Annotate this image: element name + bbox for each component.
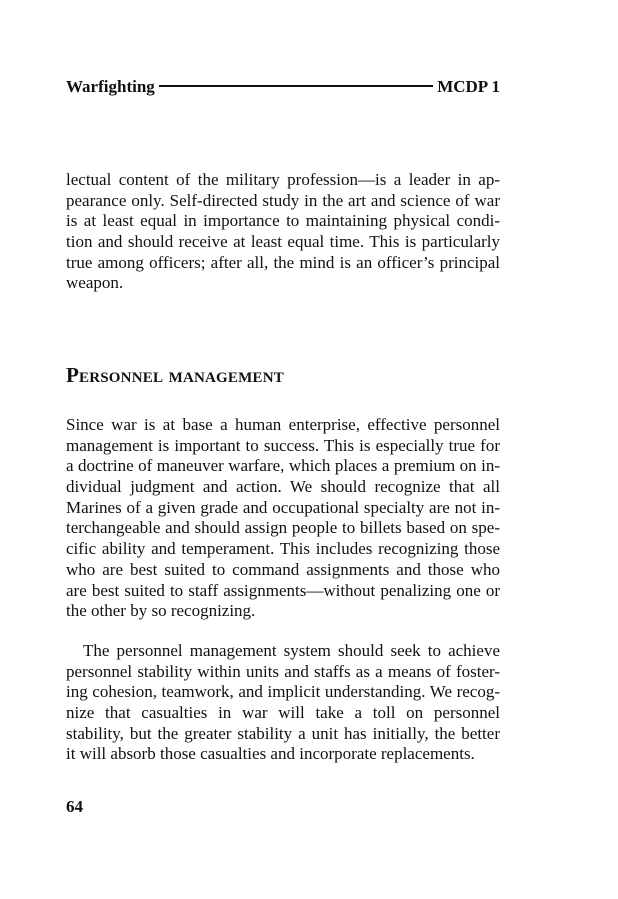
text-line: cific ability and temperament. This includes recognizing those [66, 539, 500, 559]
text-line: the other by so recognizing. [66, 601, 256, 621]
text-line: nize that casualties in war will take a toll on personnel [66, 703, 500, 723]
text-line: Marines of a given grade and occupational specialty are not in- [66, 497, 500, 517]
text-line: pearance only. Self-directed study in the art and science of war [66, 190, 500, 210]
text-line: are best suited to staff assignments—without penalizing one or [66, 580, 500, 600]
text-line: lectual content of the military profession—is a leader in ap- [66, 170, 500, 189]
paragraph-continued [66, 170, 500, 294]
text-line: tion and should receive at least equal time. This is particularly [66, 232, 500, 252]
text-line: management is important to success. This is especially true for [66, 435, 500, 455]
text-line: personnel stability within units and staffs as a means of foster- [66, 661, 500, 681]
text-line: The personnel management system should seek to achieve [83, 641, 500, 660]
text-line: it will absorb those casualties and incorporate replacements. [66, 744, 475, 764]
text-line: dividual judgment and action. We should recognize that all [66, 477, 500, 497]
page-number: 64 [66, 797, 83, 816]
header-rule [159, 85, 433, 87]
paragraph-personnel-2 [66, 641, 500, 765]
text-line: ing cohesion, teamwork, and implicit understanding. We recog- [66, 682, 500, 702]
header-title: Warfighting [66, 77, 155, 96]
text-line: terchangeable and should assign people to billets based on spe- [66, 518, 500, 538]
section-heading: Personnel management [66, 363, 284, 387]
text-line: stability, but the greater stability a unit has initially, the better [66, 723, 500, 743]
paragraph-personnel-1 [66, 415, 500, 622]
header-publication: MCDP 1 [437, 77, 500, 96]
text-line: Since war is at base a human enterprise, effective personnel [66, 415, 500, 434]
text-line: is at least equal in importance to maintaining physical condi- [66, 211, 500, 231]
text-line: weapon. [66, 273, 124, 293]
text-line: true among officers; after all, the mind is an officer’s principal [66, 252, 500, 272]
text-line: a doctrine of maneuver warfare, which places a premium on in- [66, 456, 500, 476]
text-line: who are best suited to command assignments and those who [66, 559, 500, 579]
running-header [66, 76, 500, 98]
